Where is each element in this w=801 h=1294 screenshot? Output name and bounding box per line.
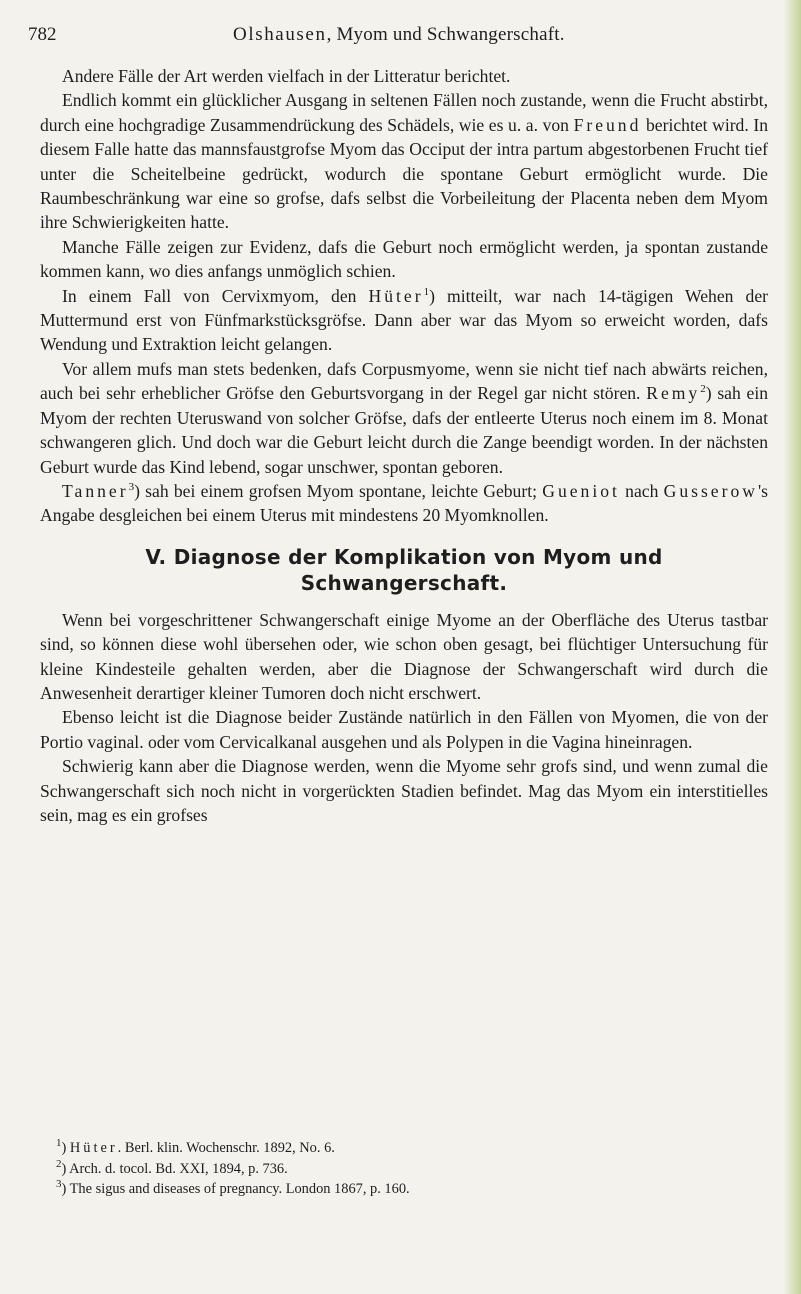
paragraph <box>40 284 768 357</box>
section-heading-line-2: Schwangerschaft. <box>300 570 508 595</box>
author-name: Remy <box>646 383 701 404</box>
footnote <box>40 1179 768 1200</box>
text-run: Manche Fälle zeigen zur Evidenz, dafs die Geburt noch ermöglicht werden, ja spontan zustande kommen kann, wo dies anfangs unmöglich schien. <box>40 236 768 282</box>
paragraph <box>40 88 768 234</box>
text-run: Ebenso leicht ist die Diagnose beider Zustände natürlich in den Fällen von Myomen, die von der Portio vaginal. oder vom Cervicalkanal ausgehen und als Polypen in die Vagina hineinragen. <box>40 707 768 752</box>
author-name: Gusserow <box>663 480 758 501</box>
footnote <box>40 1159 768 1180</box>
footnotes <box>40 1138 768 1200</box>
page-header <box>28 24 768 50</box>
paragraphs-after <box>40 608 768 828</box>
text-run: ) sah ein Myom der rechten Uteruswand von solcher Gröfse, dafs der entleerte Uterus noch einem im 8. Monat schwangeren glich. Und doch war die Geburt leicht durch die Zange beendigt worden. In der nächsten Geburt wurde das Kind lebend, sogar unschwer, spontan geboren. <box>40 383 769 477</box>
paragraph <box>40 357 768 479</box>
text-run: Schwierig kann aber die Diagnose werden, wenn die Myome sehr grofs sind, und wenn zumal die Schwangerschaft sich noch nicht in vorgerückten Stadien befindet. Mag das Myom ein interstitielles sein, mag es ein grofses <box>40 756 768 825</box>
footnote-marker: 2 <box>700 383 706 396</box>
footnote-marker: 3 <box>128 481 135 494</box>
paragraph <box>40 608 768 706</box>
author-name: Tanner <box>62 480 129 501</box>
text-run: Wenn bei vorgeschrittener Schwangerschaft einige Myome an der Oberfläche des Uterus tastbar sind, so können diese wohl übersehen oder, wie schon oben gesagt, bei flüchtiger Untersuchung für kleine Kindesteile gehalten werden, aber die Diagnose der Schwangerschaft wird durch die Anwesenheit derartiger kleiner Tumoren doch nicht erschwert. <box>40 609 768 703</box>
running-head <box>233 24 565 46</box>
page-edge <box>783 0 801 1294</box>
footnote <box>40 1138 768 1159</box>
text-run: berichtet wird. In diesem Falle hatte das mannsfaustgrofse Myom das Occiput der intra partum abgestorbenen Frucht tief unter die Scheitelbeine gedrückt, wodurch die spontane Geburt ermöglicht wurde. Die Raumbeschränkung war eine so grofse, dafs selbst die Vorbeileitung der Placenta neben dem Myom ihre Schwierigkeiten hatte. <box>40 114 768 233</box>
paragraph <box>40 479 768 528</box>
section-heading-line-1: V. Diagnose der Komplikation von Myom und <box>145 544 663 569</box>
running-head-author: Olshausen <box>233 24 327 45</box>
text-run: ) The sigus and diseases of pregnancy. London 1867, p. 160. <box>61 1181 410 1197</box>
body-text <box>40 64 768 827</box>
author-name: Freund <box>573 114 642 135</box>
text-run: 's Angabe desgleichen bei einem Uterus mit mindestens 20 Myomknollen. <box>40 480 769 526</box>
paragraph <box>40 754 768 827</box>
author-name: Hüter <box>368 285 424 306</box>
text-run: ) Arch. d. tocol. Bd. XXI, 1894, p. 736. <box>61 1160 288 1177</box>
paragraph <box>40 235 768 284</box>
text-run: Andere Fälle der Art werden vielfach in der Litteratur berichtet. <box>62 66 511 86</box>
text-run: nach <box>619 480 664 501</box>
author-name: Gueniot <box>542 480 620 501</box>
footnote-marker: 1 <box>423 285 430 298</box>
text-run: Vor allem mufs man stets bedenken, dafs Corpusmyome, wenn sie nicht tief nach abwärts reichen, auch bei sehr erheblicher Gröfse den Geburtsvorgang in der Regel gar nicht stören. <box>40 358 768 404</box>
footnote-marker: 2 <box>56 1157 62 1170</box>
text-run: . Berl. klin. Wochenschr. 1892, No. 6. <box>117 1140 335 1156</box>
text-run: ) <box>61 1140 70 1156</box>
text-run: ) sah bei einem grofsen Myom spontane, leichte Geburt; <box>134 480 543 501</box>
text-run: ) mitteilt, war nach 14-tägigen Wehen der Muttermund erst von Fünfmarkstücksgröfse. Dann aber war das Myom so erweicht worden, dafs Wendung und Extraktion leicht gelangen. <box>40 285 768 355</box>
text-run: Endlich kommt ein glücklicher Ausgang in seltenen Fällen noch zustande, wenn die Frucht abstirbt, durch eine hochgradige Zusammendrückung des Schädels, wie es u. a. von <box>40 90 768 135</box>
paragraph <box>40 64 768 88</box>
paragraphs-before <box>40 64 768 528</box>
paragraph <box>40 705 768 754</box>
page-number: 782 <box>28 24 57 45</box>
footnote-marker: 1 <box>56 1137 62 1150</box>
footnote-marker: 3 <box>56 1178 62 1191</box>
running-head-title: , Myom und Schwangerschaft. <box>326 24 565 45</box>
text-run: In einem Fall von Cervixmyom, den <box>62 285 369 306</box>
author-name: Hüter <box>69 1140 118 1156</box>
section-heading <box>40 544 768 596</box>
